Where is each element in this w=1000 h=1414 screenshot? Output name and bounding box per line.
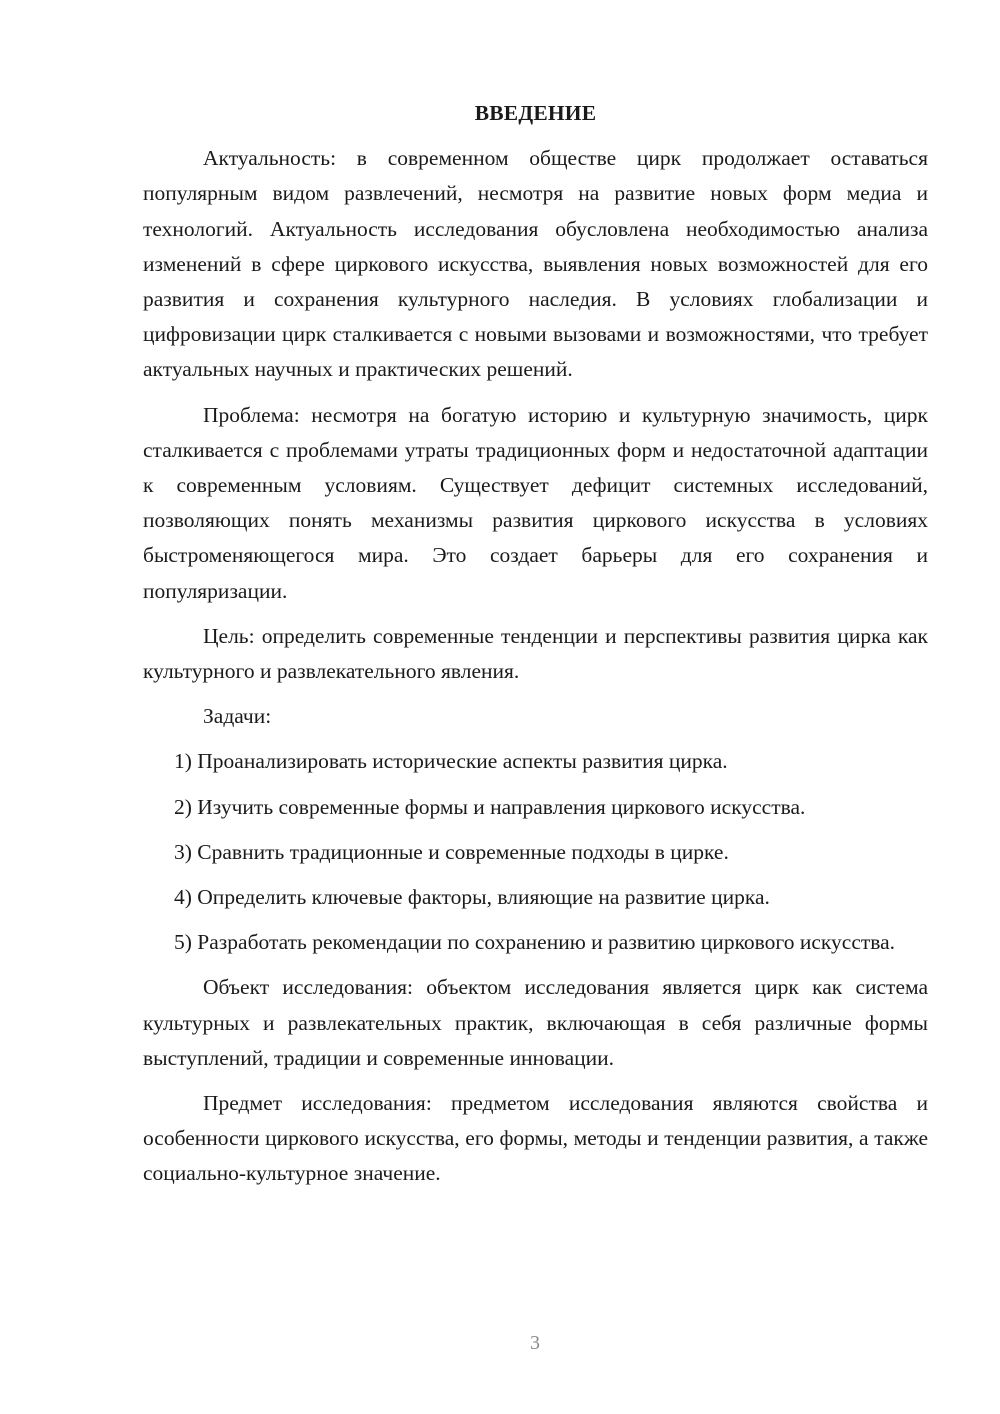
section-title: ВВЕДЕНИЕ (474, 101, 597, 125)
task-item-3: 3) Сравнить традиционные и современные подходы в цирке. (174, 839, 729, 864)
paragraph-subject: Предмет исследования: предметом исследования являются свойства и особенности циркового искусства, его формы, методы и тенденции развития, а также социально-культурное значение. (143, 1091, 928, 1186)
paragraph-relevance: Актуальность: в современном обществе цирк продолжает оставаться популярным видом развлечений, несмотря на развитие новых форм медиа и технологий. Актуальность исследования обусловлена необходимостью анализа изменений в сфере циркового искусства, выявления новых возможностей для его развития и сохранения культурного наследия. В условиях глобализации и цифровизации цирк сталкивается с новыми вызовами и возможностями, что требует актуальных научных и практических решений. (143, 146, 928, 382)
paragraph-problem: Проблема: несмотря на богатую историю и культурную значимость, цирк сталкивается с проблемами утраты традиционных форм и недостаточной адаптации к современным условиям. Существует дефицит системных исследований, позволяющих понять механизмы развития циркового искусства в условиях быстроменяющегося мира. Это создает барьеры для его сохранения и популяризации. (143, 402, 928, 603)
paragraph-goal: Цель: определить современные тенденции и перспективы развития цирка как культурного и развлекательного явления. (143, 623, 928, 684)
task-item-4: 4) Определить ключевые факторы, влияющие на развитие цирка. (174, 885, 770, 910)
tasks-heading: Задачи: (203, 704, 272, 729)
task-item-5: 5) Разработать рекомендации по сохранению и развитию циркового искусства. (174, 930, 896, 955)
task-item-2: 2) Изучить современные формы и направления циркового искусства. (174, 794, 806, 819)
paragraph-object: Объект исследования: объектом исследования является цирк как система культурных и развлекательных практик, включающая в себя различные формы выступлений, традиции и современные инновации. (143, 975, 928, 1070)
page-number: 3 (530, 1332, 540, 1354)
document-page (143, 96, 928, 1202)
task-item-1: 1) Проанализировать исторические аспекты развития цирка. (174, 749, 728, 774)
